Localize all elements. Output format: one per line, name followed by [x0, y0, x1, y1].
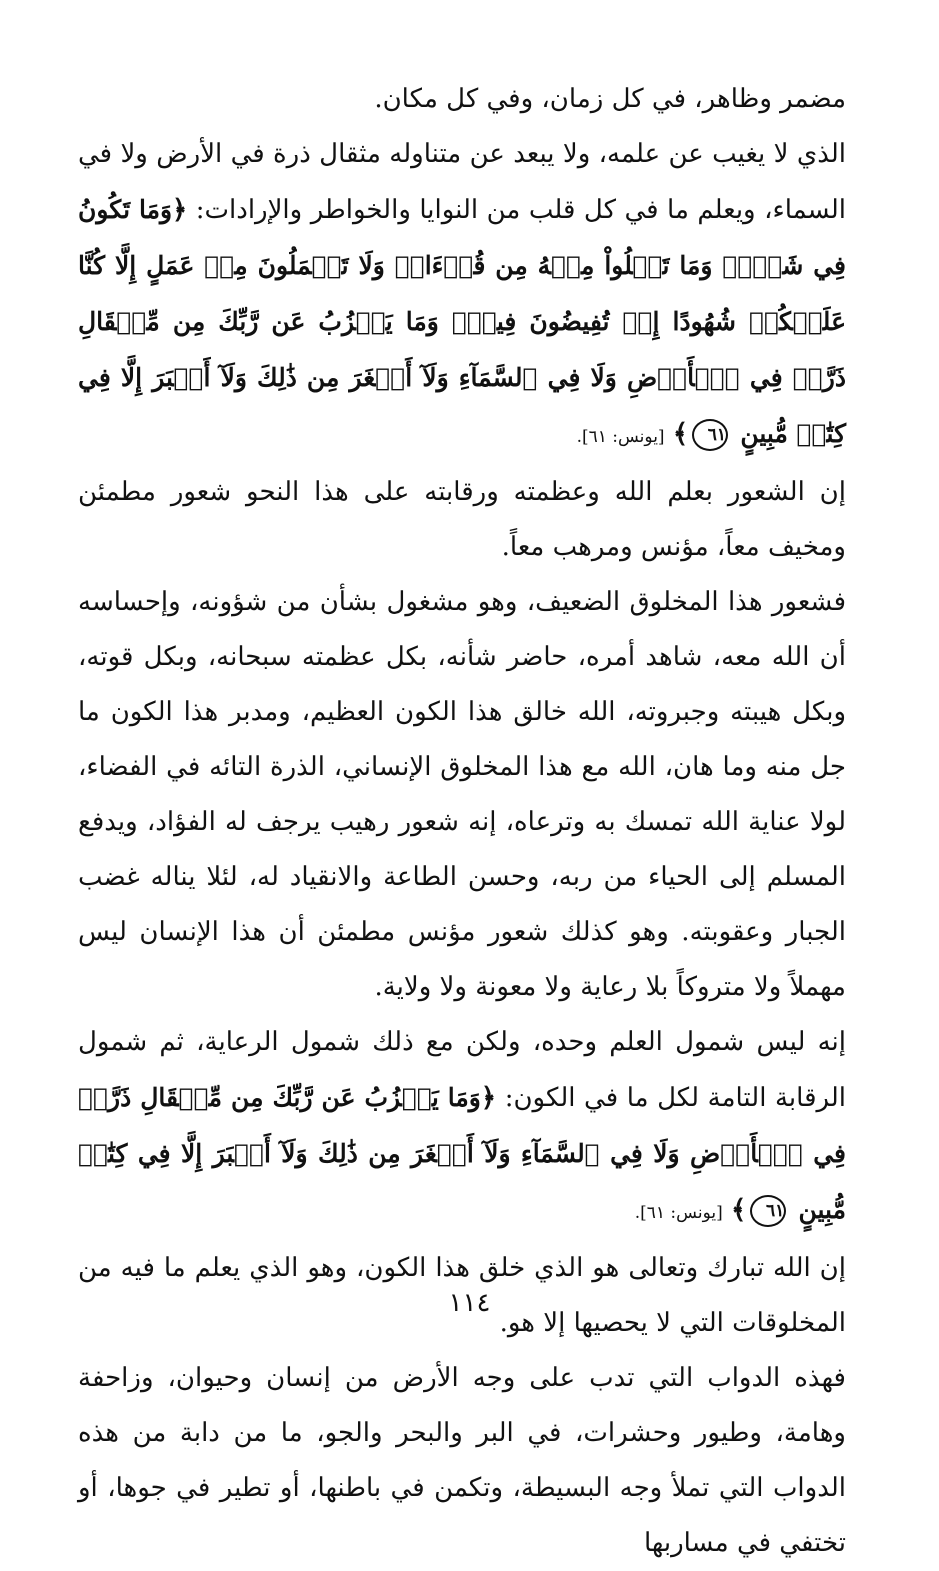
quran-verse: وَمَا يَعۡزُبُ عَن رَّبِّكَ مِن مِّثۡقَالِ ذَرَّةٖ فِي ٱلۡأَرۡضِ وَلَا فِي ٱلسَّمَآءِ وَلَآ أَصۡغَرَ مِن ذَٰلِكَ وَلَآ أَكۡبَرَ إِلَّا فِي كِتَٰبٖ مُّبِينٍ [78, 1083, 846, 1224]
paragraph-1 [78, 72, 846, 127]
page-body [78, 72, 846, 1571]
paragraph-4 [78, 575, 846, 1015]
quran-open-bracket: ﴿ [172, 195, 188, 225]
paragraph-5 [78, 1015, 846, 1241]
paragraph-2 [78, 127, 846, 465]
paragraph-6-text: إن الله تبارك وتعالى هو الذي خلق هذا الكون، وهو الذي يعلم ما فيه من المخلوقات التي لا يحصيها إلا هو. [78, 1253, 846, 1338]
quran-verse: وَمَا تَكُونُ فِي شَأۡنٖ وَمَا تَتۡلُواْ مِنۡهُ مِن قُرۡءَانٖ وَلَا تَعۡمَلُونَ مِنۡ عَمَلٍ إِلَّا كُنَّا عَلَيۡكُمۡ شُهُودًا إِذۡ تُفِيضُونَ فِيهِۚ وَمَا يَعۡزُبُ عَن رَّبِّكَ مِن مِّثۡقَالِ ذَرَّةٖ فِي ٱلۡأَرۡضِ وَلَا فِي ٱلسَّمَآءِ وَلَآ أَصۡغَرَ مِن ذَٰلِكَ وَلَآ أَكۡبَرَ إِلَّا فِي كِتَٰبٖ مُّبِينٍ [78, 195, 846, 448]
paragraph-4-text: فشعور هذا المخلوق الضعيف، وهو مشغول بشأن من شؤونه، وإحساسه أن الله معه، شاهد أمره، حاضر شأنه، بكل عظمته سبحانه، وبكل قوته، وبكل هيبته وجبروته، الله خالق هذا الكون العظيم، ومدبر هذا الكون ما جل منه وما هان، الله مع هذا المخلوق الإنساني، الذرة التائه في الفضاء، لولا عناية الله تمسك به وترعاه، إنه شعور رهيب يرجف له الفؤاد، ويدفع المسلم إلى الحياء من ربه، وحسن الطاعة والانقياد له، لئلا يناله غضب الجبار وعقوبته. وهو كذلك شعور مؤنس مطمئن أن هذا الإنسان ليس مهملاً ولا متروكاً بلا رعاية ولا معونة ولا ولاية. [78, 587, 846, 1002]
paragraph-7-text: فهذه الدواب التي تدب على وجه الأرض من إنسان وحيوان، وزاحفة وهامة، وطيور وحشرات، في البر والبحر والجو، ما من دابة من هذه الدواب التي تملأ وجه البسيطة، وتكمن في باطنها، أو تطير في جوها، أو تختفي في مساربها [78, 1363, 846, 1558]
quran-open-bracket: ﴿ [480, 1083, 497, 1113]
verse-number-badge: ٦١ [750, 1195, 786, 1227]
verse-reference: [يونس: ٦١]. [634, 1203, 723, 1223]
paragraph-3-text: إن الشعور بعلم الله وعظمته ورقابته على هذا النحو شعور مطمئن ومخيف معاً، مؤنس ومرهب معاً. [78, 477, 846, 562]
paragraph-3 [78, 465, 846, 575]
paragraph-7 [78, 1351, 846, 1571]
quran-close-bracket: ﴾ [672, 419, 689, 449]
verse-number-badge: ٦١ [692, 419, 728, 451]
paragraph-2-text: الذي لا يغيب عن علمه، ولا يبعد عن متناوله مثقال ذرة في الأرض ولا في السماء، ويعلم ما في كل قلب من النوايا والخواطر والإرادات: [78, 139, 847, 225]
verse-reference: [يونس: ٦١]. [576, 427, 665, 447]
paragraph-5-text: إنه ليس شمول العلم وحده، ولكن مع ذلك شمول الرعاية، ثم شمول الرقابة التامة لكل ما في الكون: [78, 1027, 846, 1113]
paragraph-1-text: مضمر وظاهر، في كل زمان، وفي كل مكان. [374, 84, 846, 114]
page-number: ١١٤ [448, 1288, 491, 1318]
quran-close-bracket: ﴾ [730, 1195, 747, 1225]
